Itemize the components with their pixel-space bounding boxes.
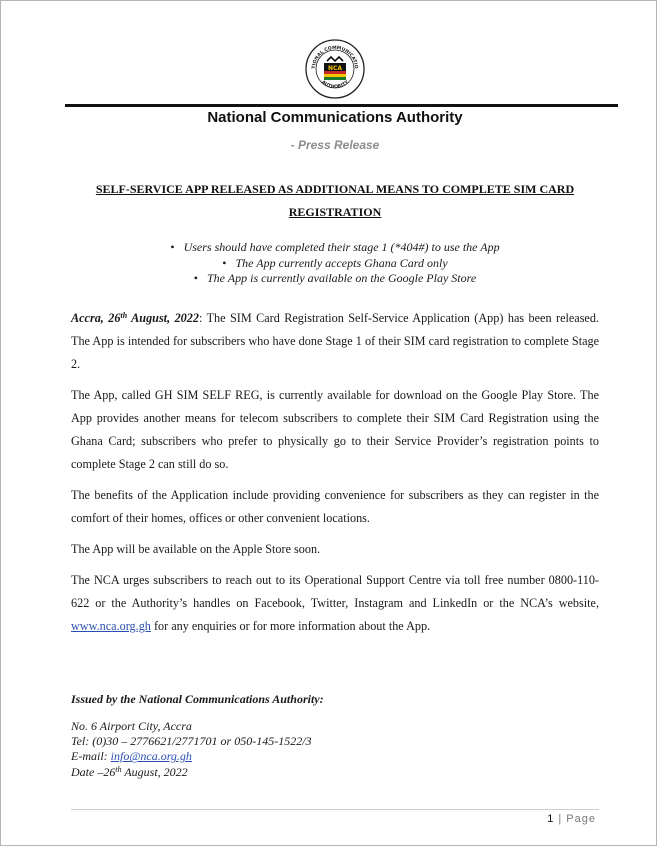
list-item: • The App currently accepts Ghana Card only [222, 255, 448, 270]
paragraph-1: Accra, 26th August, 2022: The SIM Card Registration Self-Service Application (App) has been released. The App is intended for subscribers who have done Stage 1 of their SIM card registration to complete Stage 2. [71, 311, 599, 371]
footer-rule [71, 809, 599, 810]
issuer-address: No. 6 Airport City, Accra [71, 719, 192, 733]
paragraph-3: The benefits of the Application include providing convenience for subscribers as they can register in the comfort of their homes, offices or other convenient locations. [71, 488, 599, 525]
headline [65, 178, 605, 224]
svg-text:NCA: NCA [327, 65, 343, 72]
issuer-telephone: Tel: (0)30 – 2776621/2771701 or 050-145-1522/3 [71, 734, 312, 749]
issuer-email: E-mail: info@nca.org.gh [71, 749, 192, 764]
email-link[interactable]: info@nca.org.gh [110, 749, 192, 764]
press-release-body [71, 307, 599, 646]
nca-seal-icon [305, 39, 365, 99]
issuer-title: Issued by the National Communications Authority: [71, 692, 324, 706]
svg-text:NATIONAL COMMUNICATIONS: TIONAL COMMUNICATIO [311, 45, 359, 69]
list-item: • Users should have completed their stage 1 (*404#) to use the App [170, 240, 500, 254]
page-number: 1 | Page [547, 813, 596, 825]
paragraph-2: The App, called GH SIM SELF REG, is currently available for download on the Google Play Store. The App provides another means for telecom subscribers to complete their SIM Card Registration using the Ghana Card; subscribers who prefer to physically go to their Service Provider’s registration points to complete Stage 2 can still do so. [71, 388, 599, 471]
header-rule [65, 104, 618, 107]
paragraph-5: The NCA urges subscribers to reach out to its Operational Support Centre via toll free number 0800-110-622 or the Authority’s handles on Facebook, Twitter, Instagram and LinkedIn or the NCA’s website, www.nca.org.gh for any enquiries or for more information about the App. [71, 573, 599, 633]
issuer-block [71, 692, 599, 780]
paragraph-4: The App will be available on the Apple Store soon. [71, 542, 321, 556]
press-release-subtitle: - Press Release [290, 138, 380, 152]
dateline: Accra, 26th August, 2022 [71, 311, 199, 325]
list-item: • The App is currently available on the Google Play Store [193, 271, 477, 285]
organization-title: National Communications Authority [207, 109, 463, 126]
headline-line-2: REGISTRATION [288, 205, 382, 219]
headline-line-1: SELF-SERVICE APP RELEASED AS ADDITIONAL MEANS TO COMPLETE SIM CARD [95, 182, 575, 196]
svg-text:AUTHORITY: AUTHORITY [320, 80, 350, 90]
issuer-date: Date –26th August, 2022 [71, 764, 188, 779]
key-points-list [65, 240, 605, 287]
website-link[interactable]: www.nca.org.gh [71, 619, 151, 633]
